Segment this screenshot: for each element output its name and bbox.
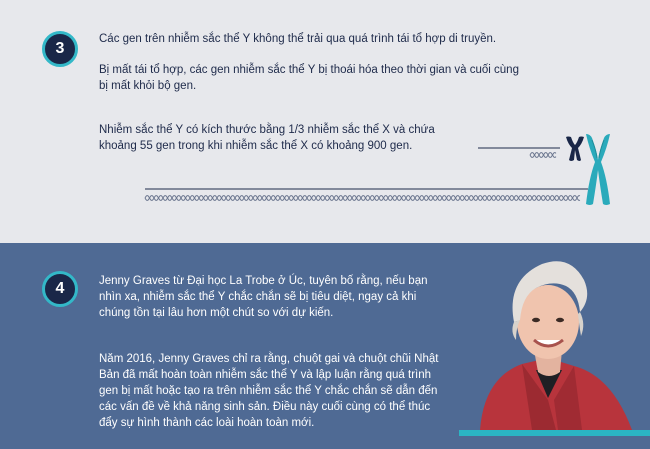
step-4-badge: 4 (42, 271, 78, 307)
step-4-paragraph-2: Năm 2016, Jenny Graves chỉ ra rằng, chuột gai và chuột chũi Nhật Bản đã mất hoàn toàn nhiễm sắc thể Y và lập luận rằng quá trình gen bị mất hoặc tạo ra trên nhiễm sắc thể Y chắc chắn sẽ dẫn đến các vấn đề về khả năng sinh sản. Điều này cuối cùng có thể thúc đẩy sự hình thành các loài hoàn toàn mới. (99, 353, 439, 429)
step-3-paragraph-1: Các gen trên nhiễm sắc thể Y không thể trải qua quá trình tái tổ hợp di truyền. (99, 33, 497, 45)
y-gene-strand (478, 148, 560, 157)
step-3-paragraph-3: Nhiễm sắc thể Y có kích thước bằng 1/3 nhiễm sắc thể X và chứa khoảng 55 gen trong khi nhiễm sắc thể X có khoảng 900 gen. (99, 124, 435, 152)
accent-bar (459, 430, 650, 436)
step-4-paragraph-1: Jenny Graves từ Đại học La Trobe ở Úc, tuyên bố rằng, nếu bạn nhìn xa, nhiễm sắc thể Y chắc chắn sẽ bị tiêu diệt, ngay cả khi chúng tồn tại lâu hơn một chút so với dự kiến. (99, 275, 428, 319)
step-3-badge: 3 (42, 31, 78, 67)
step-3-paragraph-2: Bị mất tái tổ hợp, các gen nhiễm sắc thể Y bị thoái hóa theo thời gian và cuối cùng bị mất khỏi bộ gen. (99, 64, 519, 92)
x-gene-strand (145, 189, 588, 200)
y-chromosome-icon (566, 137, 584, 162)
portrait-photo (462, 250, 650, 430)
x-chromosome-icon (586, 134, 610, 205)
